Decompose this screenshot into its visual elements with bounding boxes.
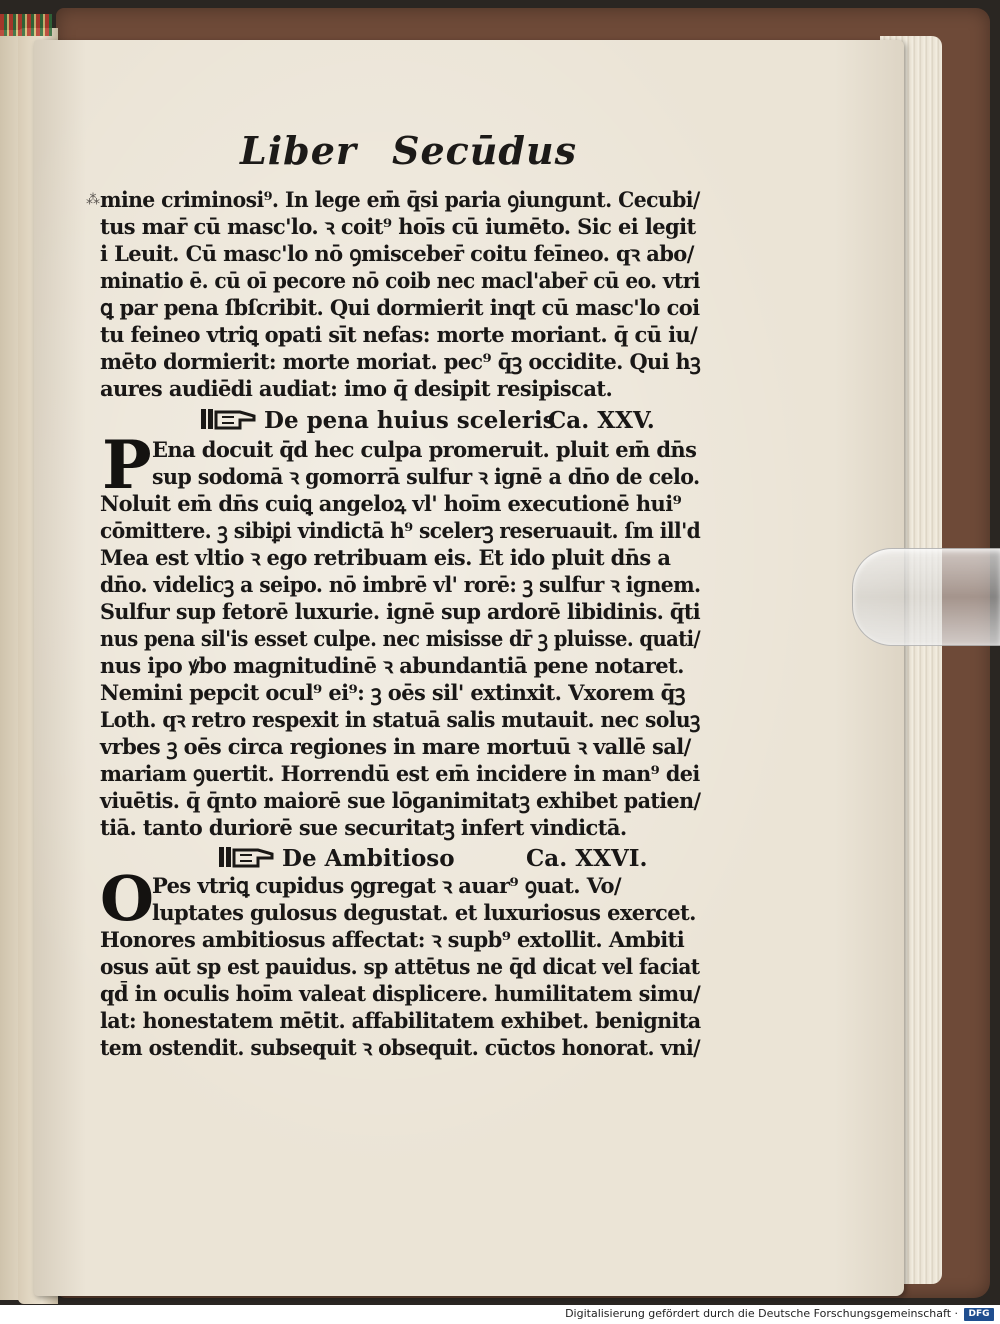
text-line: minatio ē. cū oī pecore nō coib nec macl'aber̄ cū eo. vtri: [100, 268, 700, 293]
pointing-hand-icon: [218, 844, 278, 870]
header-secundus: Secūdus: [392, 128, 577, 173]
text-line: Noluit em̄ dn̄s cuiꝗ angeloꝝ vl' hoīm executionē hui⁹: [100, 491, 682, 516]
chapter-number: Ca. XXV.: [548, 407, 655, 434]
margin-mark: ⁂: [86, 192, 100, 208]
drop-initial: P: [102, 426, 152, 504]
text-line: lat: honestatem mētit. affabilitatem exhibet. benignita: [100, 1008, 701, 1033]
dfg-logo: DFG: [964, 1308, 994, 1321]
text-line: Loth. qꝛ retro respexit in statuā salis mutauit. nec soluꝫ: [100, 707, 700, 732]
text-line: nus pena sil'is esset culpe. nec misisse dr̄ ꝫ pluisse. quati/: [100, 626, 701, 651]
text-line: Sulfur sup fetorē luxurie. ignē sup ardorē libidinis. q̄ti: [100, 599, 701, 624]
chapter-heading: [100, 844, 716, 874]
drop-initial: O: [100, 862, 155, 935]
running-header: [200, 128, 620, 178]
text-line: nus ipo ꝟbo magnitudinē ꝛ abundantiā pene notaret.: [100, 653, 684, 678]
text-line: Ena docuit q̄d hec culpa promeruit. pluit em̄ dn̄s: [152, 437, 697, 462]
text-line: Nemini pepcit ocul⁹ ei⁹: ꝫ oēs sil' extinxit. Vxorem q̄ꝫ: [100, 680, 685, 705]
text-line: mariam ꝯuertit. Horrendū est em̄ incidere in man⁹ dei: [100, 761, 700, 786]
pointing-hand-icon: [200, 406, 260, 432]
footer-bar: [0, 1305, 1000, 1324]
text-line: osus aūt sp est pauidus. sp attētus ne q̄d dicat vel faciat: [100, 954, 700, 979]
text-line: luptates gulosus degustat. et luxuriosus exercet.: [152, 900, 696, 925]
text-line: aures audiēdi audiat: imo q̄ desipit resipiscat.: [100, 376, 613, 401]
heading-title: De pena huius sceleris: [264, 407, 556, 434]
text-line: Honores ambitiosus affectat: ꝛ supb⁹ extollit. Ambiti: [100, 927, 685, 952]
text-line: tu feineo vtriꝗ opati sīt nefas: morte moriant. q̄ cū iu/: [100, 322, 698, 347]
text-line: sup sodomā ꝛ gomorrā sulfur ꝛ ignē a dn̄o de celo.: [152, 464, 700, 489]
headband: [0, 14, 52, 36]
chapter-number: Ca. XXVI.: [526, 845, 648, 872]
text-line: dn̄o. videlicꝫ a seipo. nō imbrē vl' rorē: ꝫ sulfur ꝛ ignem.: [100, 572, 701, 597]
header-liber: Liber: [240, 128, 357, 173]
heading-title: De Ambitioso: [282, 845, 455, 872]
text-line: tiā. tanto duriorē sue securitatꝫ infert vindictā.: [100, 815, 627, 840]
chapter-heading: [100, 406, 716, 436]
text-line: mine criminosi⁹. In lege em̄ q̄si paria ꝯiungunt. Cecubi/: [100, 187, 700, 212]
text-line: ꝗ par pena ſbſcribit. Qui dormierit inqt cū masc'lo coi: [100, 295, 700, 320]
text-line: i Leuit. Cū masc'lo nō ꝯmisceber̄ coitu feīneo. qꝛ abo/: [100, 241, 694, 266]
text-line: mēto dormierit: morte moriat. pec⁹ q̄ꝫ occidite. Qui hꝫ: [100, 349, 701, 374]
text-line: Pes vtriꝗ cupidus ꝯgregat ꝛ auar⁹ ꝯuat. Vo/: [152, 873, 621, 898]
text-line: vrbes ꝫ oēs circa regiones in mare mortuū ꝛ vallē sal/: [100, 734, 691, 759]
funding-credit: Digitalisierung gefördert durch die Deutsche Forschungsgemeinschaft ·: [565, 1307, 958, 1320]
page-clip: [852, 548, 1000, 646]
text-line: viuētis. q̄ q̄nto maiorē sue lōganimitatꝫ exhibet patien/: [100, 788, 701, 813]
text-line: tus mar̄ cū masc'lo. ꝛ coit⁹ hoīs cū iumēto. Sic ei legit: [100, 214, 696, 239]
text-line: tem ostendit. subsequit ꝛ obsequit. cūctos honorat. vni/: [100, 1035, 700, 1060]
text-line: cōmittere. ꝫ sibiꝑi vindictā h⁹ scelerꝫ reseruauit. ſm ill'd: [100, 518, 701, 543]
text-line: Mea est vltio ꝛ ego retribuam eis. Et ido pluit dn̄s a: [100, 545, 671, 570]
text-line: qd̄ in oculis hoīm valeat displicere. humilitatem simu/: [100, 981, 701, 1006]
